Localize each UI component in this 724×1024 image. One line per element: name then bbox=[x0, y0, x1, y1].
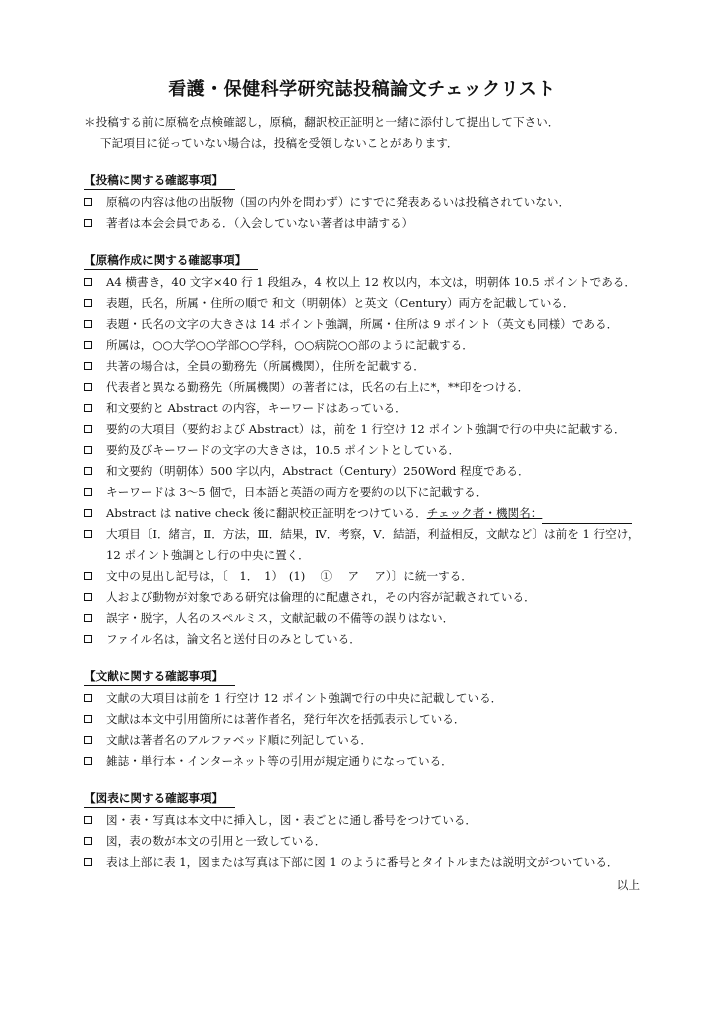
checkbox[interactable] bbox=[84, 614, 92, 622]
checklist-item bbox=[84, 730, 640, 751]
checklist-item bbox=[84, 524, 640, 566]
intro-line-2: 下記項目に従っていない場合は，投稿を受領しないことがあります． bbox=[100, 136, 459, 150]
item-text: 大項目〔Ⅰ．緒言，Ⅱ．方法，Ⅲ．結果，Ⅳ．考察，Ⅴ．結語，利益相反，文献など〕は前を 1 行空け，12 ポイント強調とし行の中央に置く． bbox=[106, 527, 640, 562]
checklist-item bbox=[84, 293, 640, 314]
checklist-item bbox=[84, 482, 640, 503]
item-text: 表題・氏名の文字の大きさは 14 ポイント強調，所属・住所は 9 ポイント（英文も同様）である． bbox=[106, 317, 619, 331]
item-text: 共著の場合は，全員の勤務先（所属機関），住所を記載する． bbox=[106, 359, 425, 373]
checklist-item bbox=[84, 608, 640, 629]
checkbox[interactable] bbox=[84, 858, 92, 866]
item-text: 雑誌・単行本・インターネット等の引用が規定通りになっている． bbox=[106, 754, 453, 768]
checkbox[interactable] bbox=[84, 446, 92, 454]
item-text: 表題，氏名，所属・住所の順で 和文（明朝体）と英文（Century）両方を記載している． bbox=[106, 296, 575, 310]
checkbox[interactable] bbox=[84, 362, 92, 370]
checkbox[interactable] bbox=[84, 816, 92, 824]
checkbox[interactable] bbox=[84, 488, 92, 496]
item-text: キーワードは 3～5 個で，日本語と英語の両方を要約の以下に記載する． bbox=[106, 485, 488, 499]
intro bbox=[84, 112, 640, 154]
checklist-item bbox=[84, 356, 640, 377]
checkbox[interactable] bbox=[84, 404, 92, 412]
item-text: 著者は本会会員である．（入会していない著者は申請する） bbox=[106, 216, 414, 230]
checklist-item bbox=[84, 419, 640, 440]
item-text: 和文要約（明朝体）500 字以内，Abstract（Century）250Word 程度である． bbox=[106, 464, 530, 478]
item-text bbox=[106, 503, 640, 524]
checklist-item bbox=[84, 852, 640, 873]
closing-mark: 以上 bbox=[616, 878, 640, 892]
checkbox[interactable] bbox=[84, 278, 92, 286]
checklist-item bbox=[84, 709, 640, 730]
checklist-item bbox=[84, 810, 640, 831]
section-manuscript bbox=[84, 250, 640, 650]
item-text: 図，表の数が本文の引用と一致している． bbox=[106, 834, 327, 848]
item-text: 誤字・脱字，人名のスペルミス，文献記載の不備等の誤りはない． bbox=[106, 611, 455, 625]
checklist-item bbox=[84, 398, 640, 419]
checklist-item bbox=[84, 629, 640, 650]
checklist-item-abstract-check bbox=[84, 503, 640, 524]
intro-line-1: ＊投稿する前に原稿を点検確認し，原稿，翻訳校正証明と一緒に添付して提出して下さい． bbox=[84, 115, 560, 129]
item-text: A4 横書き，40 文字×40 行 1 段組み，4 枚以上 12 枚以内，本文は，明朝体 10.5 ポイントである． bbox=[106, 275, 636, 289]
checkbox[interactable] bbox=[84, 635, 92, 643]
checklist-item bbox=[84, 314, 640, 335]
section-submission bbox=[84, 170, 640, 234]
checkbox[interactable] bbox=[84, 593, 92, 601]
section-figures-tables bbox=[84, 788, 640, 873]
section-heading: 【図表に関する確認事項】 bbox=[84, 789, 235, 808]
section-references bbox=[84, 666, 640, 772]
item-text: 文中の見出し記号は，〔 1． 1） (1) ① ア ア）〕に統一する． bbox=[106, 569, 473, 583]
item-text: 人および動物が対象である研究は倫理的に配慮され，その内容が記載されている． bbox=[106, 590, 536, 604]
checklist-item bbox=[84, 377, 640, 398]
checkbox[interactable] bbox=[84, 736, 92, 744]
item-text: 所属は，○○大学○○学部○○学科，○○病院○○部のように記載する． bbox=[106, 338, 474, 352]
checkbox[interactable] bbox=[84, 694, 92, 702]
item-text: 図・表・写真は本文中に挿入し，図・表ごとに通し番号をつけている． bbox=[106, 813, 478, 827]
checklist-item bbox=[84, 335, 640, 356]
checkbox[interactable] bbox=[84, 299, 92, 307]
checkbox[interactable] bbox=[84, 425, 92, 433]
checklist-item bbox=[84, 831, 640, 852]
document-title: 看護・保健科学研究誌投稿論文チェックリスト bbox=[168, 79, 556, 100]
item-text: 要約の大項目（要約および Abstract）は，前を 1 行空け 12 ポイント強調で行の中央に記載する． bbox=[106, 422, 626, 436]
checkbox[interactable] bbox=[84, 572, 92, 580]
checkbox[interactable] bbox=[84, 198, 92, 206]
checkbox[interactable] bbox=[84, 509, 92, 517]
checkbox[interactable] bbox=[84, 467, 92, 475]
checklist-item bbox=[84, 688, 640, 709]
section-heading: 【原稿作成に関する確認事項】 bbox=[84, 251, 258, 270]
section-heading: 【文献に関する確認事項】 bbox=[84, 667, 235, 686]
checklist-item bbox=[84, 213, 640, 234]
checklist-item bbox=[84, 566, 640, 587]
checkbox[interactable] bbox=[84, 341, 92, 349]
checker-name-field[interactable] bbox=[542, 509, 632, 524]
item-text: 代表者と異なる勤務先（所属機関）の著者には，氏名の右上に*，**印をつける． bbox=[106, 380, 530, 394]
checklist-item bbox=[84, 440, 640, 461]
checklist-item bbox=[84, 272, 640, 293]
item-text: 文献は本文中引用箇所には著作者名，発行年次を括弧表示している． bbox=[106, 712, 466, 726]
item-text: 原稿の内容は他の出版物（国の内外を問わず）にすでに発表あるいは投稿されていない． bbox=[106, 195, 571, 209]
item-text: 要約及びキーワードの文字の大きさは，10.5 ポイントとしている． bbox=[106, 443, 461, 457]
checklist-item bbox=[84, 587, 640, 608]
abstract-check-text: Abstract は native check 後に翻訳校正証明をつけている． bbox=[106, 506, 427, 520]
item-text: 和文要約と Abstract の内容，キーワードはあっている． bbox=[106, 401, 407, 415]
checkbox[interactable] bbox=[84, 219, 92, 227]
checkbox[interactable] bbox=[84, 715, 92, 723]
item-text: 文献は著者名のアルファベッド順に列記している． bbox=[106, 733, 372, 747]
checklist-item bbox=[84, 751, 640, 772]
checkbox[interactable] bbox=[84, 837, 92, 845]
section-heading: 【投稿に関する確認事項】 bbox=[84, 171, 235, 190]
checkbox[interactable] bbox=[84, 757, 92, 765]
checker-label: チェック者・機関名： bbox=[426, 506, 543, 520]
item-text: 表は上部に表 1，図または写真は下部に図 1 のように番号とタイトルまたは説明文がついている． bbox=[106, 855, 619, 869]
checkbox[interactable] bbox=[84, 320, 92, 328]
checkbox[interactable] bbox=[84, 383, 92, 391]
checklist-item bbox=[84, 192, 640, 213]
item-text: 文献の大項目は前を 1 行空け 12 ポイント強調で行の中央に記載している． bbox=[106, 691, 503, 705]
checklist-item bbox=[84, 461, 640, 482]
checkbox[interactable] bbox=[84, 530, 92, 538]
item-text: ファイル名は，論文名と送付日のみとしている． bbox=[106, 632, 361, 646]
